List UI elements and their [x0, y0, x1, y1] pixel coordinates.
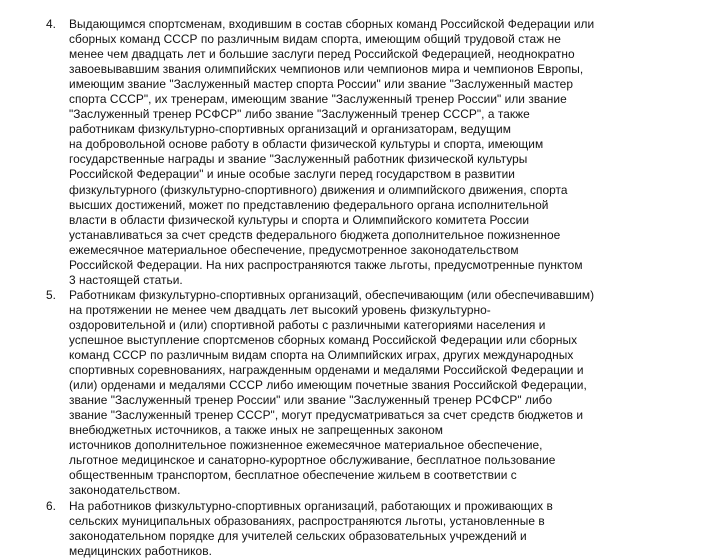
item-number: 4.	[46, 17, 57, 31]
text-line: на протяжении не менее чем двадцать лет высокий уровень физкультурно-	[69, 302, 491, 317]
list-item-4	[46, 17, 676, 288]
text-line: завоевывавшим звания олимпийских чемпионов или чемпионов мира и чемпионов Европы,	[69, 62, 584, 77]
text-line: законодательном порядке для учителей сельских образовательных учреждений и	[69, 528, 527, 543]
text-line: физкультурного (физкультурно-спортивного) движения и олимпийского движения, спорта	[69, 182, 568, 197]
item-number: 6.	[46, 498, 57, 513]
text-line: высших достижений, может по представлению федерального органа исполнительной	[69, 197, 549, 212]
document-text	[46, 17, 676, 559]
item-text	[69, 17, 676, 288]
list-item-6	[46, 499, 676, 559]
text-line: Российской Федерации" и иные особые заслуги перед государством в развитии	[69, 167, 515, 182]
text-line: источников дополнительное пожизненное ежемесячное материальное обеспечение,	[69, 438, 543, 453]
text-line: медицинских работников.	[69, 543, 212, 558]
text-line: работникам физкультурно-спортивных организаций и организаторам, ведущим	[69, 122, 511, 137]
text-line: менее чем двадцать лет и большие заслуги перед Российской Федерацией, неоднократно	[69, 47, 575, 62]
text-line: 3 настоящей статьи.	[69, 272, 183, 287]
text-line: сборных команд СССР по различным видам спорта, имеющим общий трудовой стаж не	[69, 32, 561, 47]
item-number: 5.	[46, 287, 57, 302]
text-line: успешное выступление спортсменов сборных команд Российской Федерации или сборных	[69, 332, 578, 347]
text-line: на добровольной основе работу в области физической культуры и спорта, имеющим	[69, 137, 544, 152]
item-text	[69, 499, 676, 559]
text-line: Российской Федерации. На них распространяются также льготы, предусмотренные пунктом	[69, 257, 583, 272]
text-line: устанавливаться за счет средств федерального бюджета дополнительное пожизненное	[69, 227, 561, 242]
text-line: "Заслуженный тренер РСФСР" либо звание "Заслуженный тренер СССР", а также	[69, 107, 530, 122]
text-line: льготное медицинское и санаторно-курортное обслуживание, бесплатное пользование	[69, 453, 556, 468]
text-line: звание "Заслуженный тренер России" или звание "Заслуженный тренер РСФСР" либо	[69, 393, 553, 408]
text-line: спортивных соревнованиях, награжденным орденами и медалями Российской Федерации и	[69, 363, 584, 378]
text-line: власти в области физической культуры и спорта и Олимпийского комитета России	[69, 212, 530, 227]
text-line: внебюджетных источников, а также иных не запрещенных законом	[69, 423, 443, 438]
text-line: Выдающимся спортсменам, входившим в состав сборных команд Российской Федерации или	[69, 17, 595, 31]
text-line: спорта СССР", их тренерам, имеющим звание "Заслуженный тренер России" или звание	[69, 92, 567, 107]
text-line: На работников физкультурно-спортивных организаций, работающих и проживающих в	[69, 498, 553, 513]
text-line: общественным транспортом, бесплатное обеспечение жильем в соответствии с	[69, 468, 517, 483]
text-line: государственные награды и звание "Заслуженный работник физической культуры	[69, 152, 528, 167]
text-line: законодательством.	[69, 483, 181, 498]
text-line: сельских муниципальных образованиях, распространяются льготы, установленные в	[69, 513, 545, 528]
text-line: (или) орденами и медалями СССР либо имеющим почетные звания Российской Федерации,	[69, 378, 587, 393]
text-line: Работникам физкультурно-спортивных организаций, обеспечивающим (или обеспечивавшим)	[69, 287, 595, 302]
text-line: имеющим звание "Заслуженный мастер спорта России" или звание "Заслуженный мастер	[69, 77, 574, 92]
text-line: звание "Заслуженный тренер СССР", могут предусматриваться за счет средств бюджетов и	[69, 408, 584, 423]
text-line: оздоровительной и (или) спортивной работы с различными категориями населения и	[69, 317, 546, 332]
item-text	[69, 288, 676, 499]
list-item-5	[46, 288, 676, 499]
text-line: ежемесячное материальное обеспечение, предусмотренное законодательством	[69, 242, 519, 257]
text-line: команд СССР по различным видам спорта на Олимпийских играх, других международных	[69, 348, 574, 363]
